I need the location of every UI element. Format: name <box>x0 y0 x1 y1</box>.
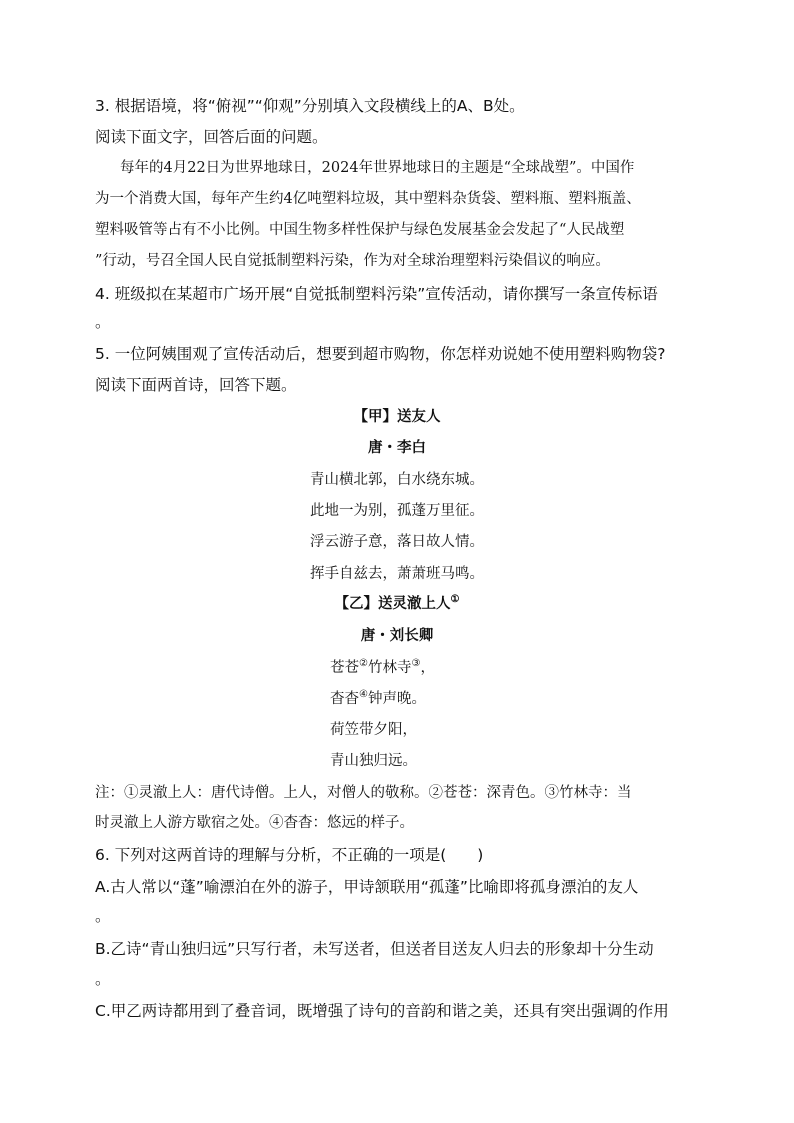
option-b: B.乙诗“青山独归远”只写行者，未写送者，但送者目送友人归去的形象却十分生动 <box>95 940 654 958</box>
question-5: 5. 一位阿姨围观了宣传活动后，想要到超市购物，你怎样劝说她不使用塑料购物袋? <box>95 345 666 363</box>
poem1-line-1: 青山横北郭，白水绕东城。 <box>310 472 484 488</box>
poem2-line-4: 青山独归远。 <box>330 753 417 769</box>
poem2-line-2: 杳杳④钟声晚。 <box>330 689 426 707</box>
question-4: 4. 班级拟在某超市广场开展“自觉抵制塑料污染”宣传活动，请你撰写一条宣传标语 <box>95 285 658 303</box>
poem1-author: 唐・李白 <box>368 439 426 456</box>
question-6: 6. 下列对这两首诗的理解与分析，不正确的一项是( ) <box>95 846 484 864</box>
poem1-line-2: 此地一为别，孤蓬万里征。 <box>310 503 484 519</box>
passage-line-2: 为一个消费大国，每年产生约4亿吨塑料垃圾，其中塑料杂货袋、塑料瓶、塑料瓶盖、 <box>95 191 641 207</box>
footnote-marker: ① <box>450 594 460 606</box>
poem2-line-1: 苍苍②竹林寺③， <box>330 658 435 676</box>
reading-instruction-1: 阅读下面文字，回答后面的问题。 <box>95 128 328 146</box>
passage-line-4: ”行动，号召全国人民自觉抵制塑料污染，作为对全球治理塑料污染倡议的响应。 <box>95 253 610 269</box>
poem1-line-4: 挥手自兹去，萧萧班马鸣。 <box>310 566 484 582</box>
poem1-title: 【甲】送友人 <box>353 408 441 425</box>
option-a: A.古人常以“蓬”喻漂泊在外的游子，甲诗颔联用“孤蓬”比喻即将孤身漂泊的友人 <box>95 878 639 896</box>
option-a-end: 。 <box>95 907 111 925</box>
poem2-title: 【乙】送灵澈上人① <box>334 594 460 612</box>
reading-instruction-2: 阅读下面两首诗，回答下题。 <box>95 376 297 394</box>
passage-line-3: 塑料吸管等占有不小比例。中国生物多样性保护与绿色发展基金会发起了“人民战塑 <box>95 222 625 238</box>
poem2-line-3: 荷笠带夕阳， <box>330 722 417 738</box>
question-4-end: 。 <box>95 313 111 331</box>
note-line-1: 注：①灵澈上人：唐代诗僧。上人，对僧人的敬称。②苍苍：深青色。③竹林寺：当 <box>95 785 632 801</box>
note-line-2: 时灵澈上人游方歇宿之处。④杳杳：悠远的样子。 <box>95 815 414 831</box>
poem1-line-3: 浮云游子意，落日故人情。 <box>310 534 484 550</box>
passage-line-1: 每年的4月22日为世界地球日，2024年世界地球日的主题是“全球战塑”。中国作 <box>120 160 635 176</box>
poem2-author: 唐・刘长卿 <box>360 627 434 644</box>
option-c: C.甲乙两诗都用到了叠音词，既增强了诗句的音韵和谐之美，还具有突出强调的作用 <box>95 1002 669 1020</box>
option-b-end: 。 <box>95 970 111 988</box>
question-3: 3. 根据语境，将“俯视”“仰观”分别填入文段横线上的A、B处。 <box>95 97 525 115</box>
